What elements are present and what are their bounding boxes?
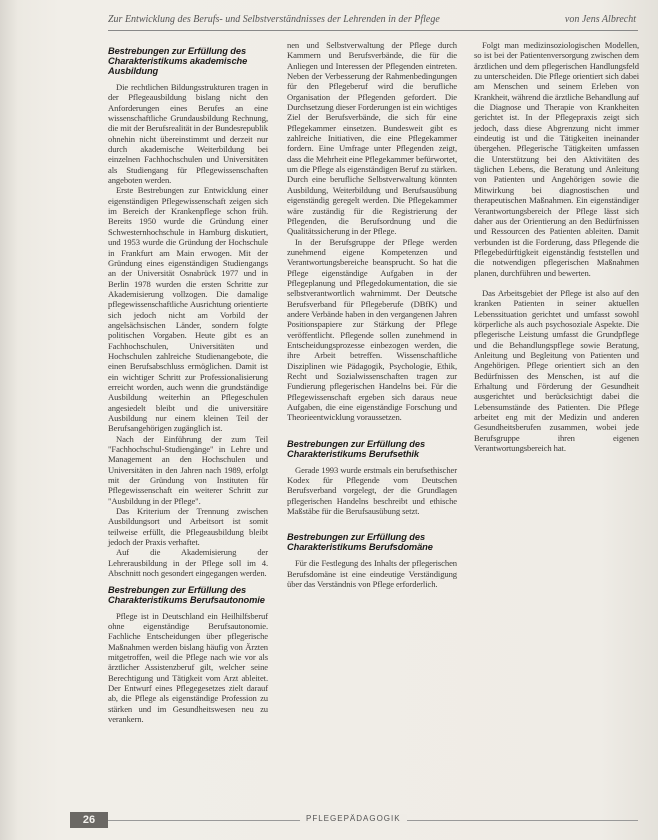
- spacer: [474, 278, 639, 288]
- body-paragraph: Auf die Akademisierung der Lehrerausbildung in der Pflege soll im 4. Abschnitt noch gesondert eingegangen werden.: [108, 547, 268, 579]
- section-heading: Bestrebungen zur Erfüllung des Charakteristikums akademische Ausbildung: [108, 46, 248, 76]
- header-rule: [108, 30, 638, 31]
- body-paragraph: Für die Festlegung des Inhalts der pflegerischen Berufsdomäne ist eine eindeutige Verständigung über das Verständnis von Pflege erforderlich.: [287, 558, 457, 590]
- body-paragraph: Das Kriterium der Trennung zwischen Ausbildungsort und Arbeitsort ist somit teilweise erfüllt, die Pflegeausbildung bleibt jedoch der Praxis verhaftet.: [108, 506, 268, 548]
- section-heading: Bestrebungen zur Erfüllung des Charakteristikums Berufsdomäne: [287, 532, 433, 553]
- spacer: [287, 516, 457, 526]
- spacer: [287, 423, 457, 433]
- column-3: [474, 40, 639, 453]
- body-paragraph: Gerade 1993 wurde erstmals ein berufsethischer Kodex für Pflegende vom Deutschen Berufsverband vorgelegt, der die Grundlagen pflegerischen Handelns beschreibt und ethische Maßstäbe für die Berufsausübung setzt.: [287, 464, 457, 517]
- body-paragraph: Erste Bestrebungen zur Entwicklung einer eigenständigen Pflegewissenschaft zeigen sich im Bereich der Krankenpflege schon früh. Bereits 1950 wurde die Gründung einer Schwesternhochschule in Hamburg diskutiert, und 1953 wurde die Gründung der Hochschule in Frankfurt am Main erwogen. Mit der Gründung eines eigenständigen Studiengangs an der Universität Osnabrück 1977 und in Berlin 1978 wurden die ersten Schritte zur Akademisierung vollzogen. Die damalige pflegewissenschaftliche Ausrichtung orientierte sich jedoch nicht am Vorbild der angelsächsischen Länder, sondern folgte politischen Vorgaben. Heute gibt es an Fachhochschulen, Universitäten und Hochschulen zahlreiche Studienangebote, die einen Berufsabschluss ermöglichen. Damit ist ein wichtiger Schritt zur Professionalisierung erreicht worden, auch wenn die grundständige Ausbildung weiterhin an Pflegeschulen angesiedelt bleibt und die universitäre Ausbildung nur einem kleinen Teil der Berufsangehörigen zugänglich ist.: [108, 185, 268, 434]
- body-paragraph: Pflege ist in Deutschland ein Heilhilfsberuf ohne eigenständige Berufsautonomie. Fachliche Entscheidungen über pflegerische Maßnahmen werden bislang häufig von Ärzten mitgetroffen, weil die Pflege nach wie vor als ärztlicher Assistenzberuf gilt, welcher seine Berechtigung und Tätigkeit vom Arzt ableitet. Der Entwurf eines Pflegegesetzes zielt darauf ab, die Pflege als eigenständige Profession zu stärken und im Gesundheitswesen neu zu verankern.: [108, 610, 268, 724]
- running-head: [108, 14, 636, 28]
- column-1: [108, 40, 268, 724]
- body-paragraph: Nach der Einführung der zum Teil "Fachhochschul-Studiengänge" in Lehre und Management an den Hochschulen und Universitäten in den Jahren nach 1989, erfolgt mit der Gründung von Instituten für Pflegewissenschaft ein weiterer Schritt zur "Ausbildung in der Pflege".: [108, 433, 268, 506]
- running-head-author: von Jens Albrecht: [564, 14, 636, 25]
- running-head-title: Zur Entwicklung des Berufs- und Selbstverständnisses der Lehrenden in der Pflege: [108, 14, 440, 25]
- body-paragraph: Die rechtlichen Bildungsstrukturen tragen in der Pflegeausbildung bislang nicht den Anforderungen eines Berufes an eine wissenschaftliche Grundausbildung Rechnung, die mit der Berufsrealität in der Bundesrepublik ohnehin nicht übereinstimmt und derzeit nur durch akademische Weiterbildung bei einzelnen Fachhochschulen und Universitäten als Studiengang für Pflegewissenschaften angeboten werden.: [108, 82, 268, 186]
- page-number: 26: [70, 812, 108, 828]
- body-paragraph: In der Berufsgruppe der Pflege werden zunehmend eigene Kompetenzen und Verantwortungsbereiche beansprucht. So hat die Pflege eigenständige Aufgaben in der Pflegeplanung und Pflegedokumentation, die sie selbstverantwortlich wahrnimmt. Der Deutsche Berufsverband für Pflegeberufe (DBfK) und andere Verbände haben in den vergangenen Jahren Positionspapiere zur Stärkung der Pflege veröffentlicht. Pflegende sollen zunehmend in Entscheidungsprozesse einbezogen werden, die ihre Arbeit betreffen. Wissenschaftliche Disziplinen wie Pädagogik, Psychologie, Ethik, Recht und Sozialwissenschaften tragen zur Fundierung pflegerischen Handelns bei. Für die Pflegewissenschaft ergeben sich daraus neue Aufgaben, die eine eigenständige Forschung und Theorieentwicklung voraussetzen.: [287, 236, 457, 423]
- journal-name: PFLEGEPÄDAGOGIK: [300, 814, 407, 823]
- section-heading: Bestrebungen zur Erfüllung des Charakteristikums Berufsautonomie: [108, 584, 265, 605]
- body-paragraph: nen und Selbstverwaltung der Pflege durch Kammern und Berufsverbände, die für die Anliegen und Interessen der Pflegenden eintreten. Neben der Verbesserung der Rahmenbedingungen für den Pflegeberuf wird die berufliche Organisation der Pflegenden gefordert. Die Durchsetzung dieser Forderungen ist ein wichtiges Ziel der Berufsverbände, die sich für eine Pflegekammer einsetzen. Bundesweit gibt es zahlreiche Initiativen, die eine Pflegekammer fordern. Eine Umfrage unter Pflegenden zeigt, dass die Mehrheit eine Pflegekammer befürwortet, um die Pflege als eigenständigen Beruf zu stärken. Durch eine berufliche Selbstverwaltung könnten Ausbildung, Weiterbildung und Berufsausübung eigenständig geregelt werden. Die Pflegekammer wäre zuständig für die Registrierung der Pflegenden, die Berufsordnung und die Qualitätssicherung in der Pflege.: [287, 40, 457, 237]
- body-paragraph: Folgt man medizinsoziologischen Modellen, so ist bei der Patientenversorgung zwischen dem ärztlichen und dem pflegerischen Handlungsfeld zu unterscheiden. Die Pflege orientiert sich dabei am Menschen und seinem Erleben von Krankheit, während die ärztliche Behandlung auf die Diagnose und Therapie von Krankheiten gerichtet ist. In der Pflegepraxis zeigt sich jedoch, dass diese Abgrenzung nicht immer eindeutig ist und die Tätigkeiten ineinander übergehen. Pflegerische Tätigkeiten umfassen die Unterstützung bei den Aktivitäten des täglichen Lebens, die Beratung und Anleitung von Patienten und Angehörigen sowie die Mitwirkung bei diagnostischen und therapeutischen Maßnahmen. Ein eigenständiger Verantwortungsbereich der Pflege lässt sich daher aus der Orientierung an den Bedürfnissen und Ressourcen des Patienten ableiten. Damit verbunden ist die Forderung, dass Pflegende die Pflegebedürftigkeit eigenständig feststellen und die notwendigen pflegerischen Maßnahmen planen, durchführen und bewerten.: [474, 40, 639, 278]
- section-heading: Bestrebungen zur Erfüllung des Charakteristikums Berufsethik: [287, 438, 426, 459]
- page-footer: [0, 812, 658, 830]
- body-paragraph: Das Arbeitsgebiet der Pflege ist also auf den kranken Patienten in seiner aktuellen Lebenssituation gerichtet und umfasst sowohl körperliche als auch psychosoziale Aspekte. Die pflegerische Leistung umfasst die Grundpflege und die Behandlungspflege sowie Beratung, Anleitung und Begleitung von Patienten und Angehörigen. Pflege orientiert sich an den Bedürfnissen des Menschen, ist auf die Erhaltung und Förderung der Gesundheit ausgerichtet und berücksichtigt dabei die Lebensumstände des Patienten. Die Pflege arbeitet eng mit der Medizin und anderen Gesundheitsberufen zusammen, wobei jede Berufsgruppe ihren eigenen Verantwortungsbereich hat.: [474, 287, 639, 454]
- column-2: [287, 40, 457, 589]
